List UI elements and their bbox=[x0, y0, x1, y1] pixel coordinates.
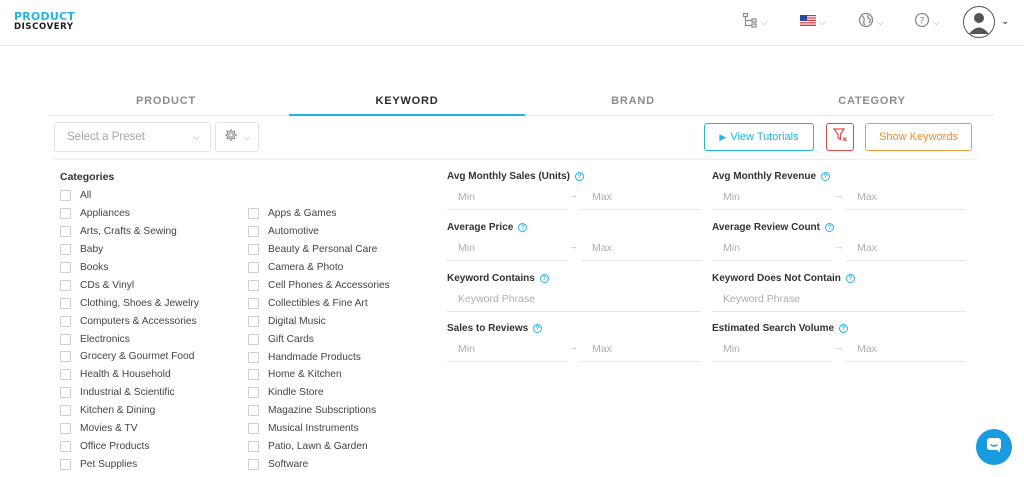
category-label: Magazine Subscriptions bbox=[268, 405, 377, 417]
avg-monthly-sales-min-input[interactable]: Min bbox=[447, 184, 567, 210]
help-icon[interactable]: ? bbox=[846, 274, 855, 283]
category-checkbox[interactable] bbox=[248, 226, 259, 237]
play-icon: ▶ bbox=[719, 131, 727, 142]
category-label: Beauty & Personal Care bbox=[268, 244, 378, 256]
category-item[interactable] bbox=[60, 420, 245, 438]
chevron-down-icon: ⌵ bbox=[243, 131, 251, 142]
preset-placeholder: Select a Preset bbox=[67, 131, 145, 143]
category-label: Office Products bbox=[80, 440, 150, 452]
category-checkbox[interactable] bbox=[60, 334, 71, 345]
category-checkbox[interactable] bbox=[60, 316, 71, 327]
category-checkbox[interactable] bbox=[60, 190, 71, 201]
settings-button[interactable] bbox=[215, 122, 259, 152]
category-checkbox[interactable] bbox=[248, 280, 259, 291]
category-item[interactable] bbox=[60, 402, 245, 420]
category-item[interactable] bbox=[248, 366, 433, 384]
category-checkbox[interactable] bbox=[60, 351, 71, 362]
categories-column-1 bbox=[60, 187, 245, 473]
average-review-count-max-input[interactable]: Max bbox=[846, 235, 966, 261]
help-icon bbox=[914, 12, 930, 33]
category-checkbox[interactable] bbox=[248, 316, 259, 327]
category-label: CDs & Vinyl bbox=[80, 279, 135, 291]
chat-button[interactable] bbox=[976, 429, 1012, 465]
avg-monthly-revenue-label bbox=[712, 171, 830, 182]
tab-keyword[interactable]: KEYWORD bbox=[289, 86, 525, 116]
category-checkbox[interactable] bbox=[60, 298, 71, 309]
category-item[interactable] bbox=[248, 223, 433, 241]
category-checkbox[interactable] bbox=[60, 405, 71, 416]
country-selector[interactable] bbox=[800, 12, 826, 32]
category-label: Pet Supplies bbox=[80, 458, 138, 470]
category-item[interactable] bbox=[248, 294, 433, 312]
category-label: Movies & TV bbox=[80, 423, 138, 435]
avg-monthly-revenue-min-input[interactable]: Min bbox=[712, 184, 832, 210]
category-checkbox[interactable] bbox=[248, 459, 259, 470]
category-checkbox[interactable] bbox=[248, 262, 259, 273]
category-label: Digital Music bbox=[268, 315, 326, 327]
category-item[interactable] bbox=[60, 348, 245, 366]
logo-line-1: PRODUCT bbox=[14, 10, 75, 23]
language-selector[interactable] bbox=[858, 12, 884, 32]
range-arrow-icon: → bbox=[834, 241, 843, 251]
category-checkbox[interactable] bbox=[60, 459, 71, 470]
top-bar bbox=[0, 0, 1024, 46]
category-item[interactable] bbox=[60, 437, 245, 455]
clear-filter-icon bbox=[832, 127, 848, 148]
category-label: Handmade Products bbox=[268, 351, 361, 363]
show-keywords-button[interactable]: Show Keywords bbox=[865, 123, 972, 151]
category-item[interactable] bbox=[60, 259, 245, 277]
chevron-down-icon[interactable]: ⌄ bbox=[1001, 16, 1010, 27]
category-item[interactable] bbox=[248, 384, 433, 402]
help-icon[interactable]: ? bbox=[839, 324, 848, 333]
category-checkbox[interactable] bbox=[248, 423, 259, 434]
user-avatar-icon[interactable] bbox=[963, 6, 995, 38]
gear-icon bbox=[224, 128, 238, 147]
view-tutorials-button[interactable] bbox=[704, 123, 814, 151]
view-tutorials-label: View Tutorials bbox=[730, 131, 799, 143]
avg-monthly-sales-label bbox=[447, 171, 584, 182]
category-item[interactable] bbox=[60, 366, 245, 384]
category-checkbox[interactable] bbox=[248, 334, 259, 345]
help-icon[interactable]: ? bbox=[518, 223, 527, 232]
category-label: Software bbox=[268, 458, 309, 470]
keyword-not-contain-label bbox=[712, 273, 855, 284]
tab-bar bbox=[48, 86, 994, 116]
category-label: Industrial & Scientific bbox=[80, 387, 175, 399]
average-review-count-text: Average Review Count bbox=[712, 222, 820, 233]
category-checkbox[interactable] bbox=[248, 352, 259, 363]
avg-monthly-sales-max-input[interactable]: Max bbox=[581, 184, 701, 210]
category-label: Camera & Photo bbox=[268, 262, 344, 274]
category-item[interactable] bbox=[248, 402, 433, 420]
avg-monthly-revenue-text: Avg Monthly Revenue bbox=[712, 171, 817, 182]
category-checkbox[interactable] bbox=[248, 244, 259, 255]
category-checkbox[interactable] bbox=[60, 280, 71, 291]
category-label: Computers & Accessories bbox=[80, 315, 197, 327]
help-icon[interactable]: ? bbox=[540, 274, 549, 283]
estimated-search-volume-text: Estimated Search Volume bbox=[712, 323, 835, 334]
category-label: Baby bbox=[80, 244, 104, 256]
average-price-label bbox=[447, 222, 527, 233]
category-label: Kindle Store bbox=[268, 387, 324, 399]
sitemap-menu[interactable] bbox=[742, 12, 768, 32]
tab-product[interactable]: PRODUCT bbox=[136, 95, 196, 107]
help-menu[interactable] bbox=[914, 12, 940, 32]
sales-to-reviews-max-input[interactable]: Max bbox=[581, 336, 701, 362]
tab-category[interactable]: CATEGORY bbox=[838, 95, 906, 107]
category-item[interactable] bbox=[248, 438, 433, 456]
categories-column-2 bbox=[248, 205, 433, 473]
help-icon[interactable]: ? bbox=[575, 172, 584, 181]
category-item[interactable] bbox=[248, 259, 433, 277]
category-item[interactable] bbox=[60, 241, 245, 259]
category-checkbox[interactable] bbox=[248, 298, 259, 309]
category-item[interactable] bbox=[60, 384, 245, 402]
chat-icon bbox=[985, 436, 1003, 459]
preset-select[interactable] bbox=[54, 122, 211, 152]
chevron-down-icon: ⌵ bbox=[819, 16, 826, 27]
us-flag-icon bbox=[800, 13, 816, 31]
average-price-text: Average Price bbox=[447, 222, 514, 233]
category-item[interactable] bbox=[248, 277, 433, 295]
category-label: Gift Cards bbox=[268, 333, 314, 345]
category-label: Health & Household bbox=[80, 369, 171, 381]
category-checkbox[interactable] bbox=[248, 369, 259, 380]
category-item[interactable] bbox=[60, 205, 245, 223]
logo-line-2: DISCOVERY bbox=[14, 22, 74, 32]
average-price-max-input[interactable]: Max bbox=[581, 235, 701, 261]
estimated-search-volume-max-input[interactable]: Max bbox=[846, 336, 966, 362]
category-item[interactable] bbox=[248, 348, 433, 366]
range-arrow-icon: → bbox=[569, 190, 578, 200]
range-arrow-icon: → bbox=[569, 342, 578, 352]
category-checkbox[interactable] bbox=[248, 208, 259, 219]
keyword-contains-input[interactable]: Keyword Phrase bbox=[447, 286, 701, 312]
avg-monthly-sales-text: Avg Monthly Sales (Units) bbox=[447, 171, 570, 182]
category-label: Apps & Games bbox=[268, 208, 337, 220]
estimated-search-volume-label bbox=[712, 323, 848, 334]
sales-to-reviews-min-input[interactable]: Min bbox=[447, 336, 567, 362]
category-checkbox[interactable] bbox=[60, 262, 71, 273]
sales-to-reviews-label bbox=[447, 323, 542, 334]
category-item[interactable] bbox=[60, 187, 245, 205]
category-label: Automotive bbox=[268, 226, 319, 238]
category-checkbox[interactable] bbox=[248, 441, 259, 452]
category-checkbox[interactable] bbox=[60, 441, 71, 452]
category-label: Collectibles & Fine Art bbox=[268, 297, 368, 309]
divider bbox=[54, 159, 977, 160]
avg-monthly-revenue-max-input[interactable]: Max bbox=[846, 184, 966, 210]
category-item[interactable] bbox=[248, 455, 433, 473]
logo[interactable] bbox=[14, 11, 75, 33]
range-arrow-icon: → bbox=[569, 241, 578, 251]
clear-filters-button[interactable] bbox=[826, 123, 854, 151]
average-review-count-label bbox=[712, 222, 834, 233]
help-icon[interactable]: ? bbox=[821, 172, 830, 181]
category-label: Grocery & Gourmet Food bbox=[80, 351, 195, 363]
category-checkbox[interactable] bbox=[60, 226, 71, 237]
category-item[interactable] bbox=[248, 241, 433, 259]
category-item[interactable] bbox=[248, 205, 433, 223]
range-arrow-icon: → bbox=[834, 342, 843, 352]
sales-to-reviews-text: Sales to Reviews bbox=[447, 323, 529, 334]
category-label: Cell Phones & Accessories bbox=[268, 280, 390, 291]
category-checkbox[interactable] bbox=[248, 405, 259, 416]
category-item[interactable] bbox=[248, 312, 433, 330]
category-item[interactable] bbox=[248, 330, 433, 348]
category-item[interactable] bbox=[60, 312, 245, 330]
estimated-search-volume-min-input[interactable]: Min bbox=[712, 336, 832, 362]
help-icon[interactable]: ? bbox=[533, 324, 542, 333]
category-label: Patio, Lawn & Garden bbox=[268, 441, 368, 453]
category-label: Kitchen & Dining bbox=[80, 405, 156, 417]
keyword-contains-text: Keyword Contains bbox=[447, 273, 535, 284]
average-price-min-input[interactable]: Min bbox=[447, 235, 567, 261]
tab-brand[interactable]: BRAND bbox=[611, 95, 655, 107]
globe-icon bbox=[858, 12, 874, 33]
keyword-not-contain-input[interactable]: Keyword Phrase bbox=[712, 286, 966, 312]
category-label: Appliances bbox=[80, 208, 130, 220]
chevron-down-icon: ⌵ bbox=[193, 132, 200, 142]
keyword-contains-label bbox=[447, 273, 549, 284]
categories-title: Categories bbox=[60, 171, 115, 183]
svg-text:?: ? bbox=[919, 16, 925, 26]
average-review-count-min-input[interactable]: Min bbox=[712, 235, 832, 261]
category-label: Electronics bbox=[80, 333, 130, 345]
category-item[interactable] bbox=[60, 330, 245, 348]
category-item[interactable] bbox=[60, 294, 245, 312]
category-label: Musical Instruments bbox=[268, 423, 359, 435]
category-checkbox[interactable] bbox=[60, 423, 71, 434]
help-icon[interactable]: ? bbox=[825, 223, 834, 232]
chevron-down-icon: ⌵ bbox=[877, 16, 884, 27]
category-label: Arts, Crafts & Sewing bbox=[80, 226, 177, 238]
category-checkbox[interactable] bbox=[60, 387, 71, 398]
category-checkbox[interactable] bbox=[60, 208, 71, 219]
category-checkbox[interactable] bbox=[60, 244, 71, 255]
range-arrow-icon: → bbox=[834, 190, 843, 200]
keyword-not-contain-text: Keyword Does Not Contain bbox=[712, 273, 841, 284]
chevron-down-icon: ⌵ bbox=[761, 16, 768, 27]
category-checkbox[interactable] bbox=[248, 387, 259, 398]
category-label: Home & Kitchen bbox=[268, 369, 342, 381]
category-label: Books bbox=[80, 262, 109, 273]
category-item[interactable] bbox=[60, 223, 245, 241]
category-label: All bbox=[80, 190, 92, 202]
chevron-down-icon: ⌵ bbox=[933, 16, 940, 27]
category-checkbox[interactable] bbox=[60, 369, 71, 380]
category-item[interactable] bbox=[248, 420, 433, 438]
category-item[interactable] bbox=[60, 455, 245, 473]
category-item[interactable] bbox=[60, 276, 245, 294]
category-label: Clothing, Shoes & Jewelry bbox=[80, 297, 199, 309]
sitemap-icon bbox=[742, 12, 758, 33]
